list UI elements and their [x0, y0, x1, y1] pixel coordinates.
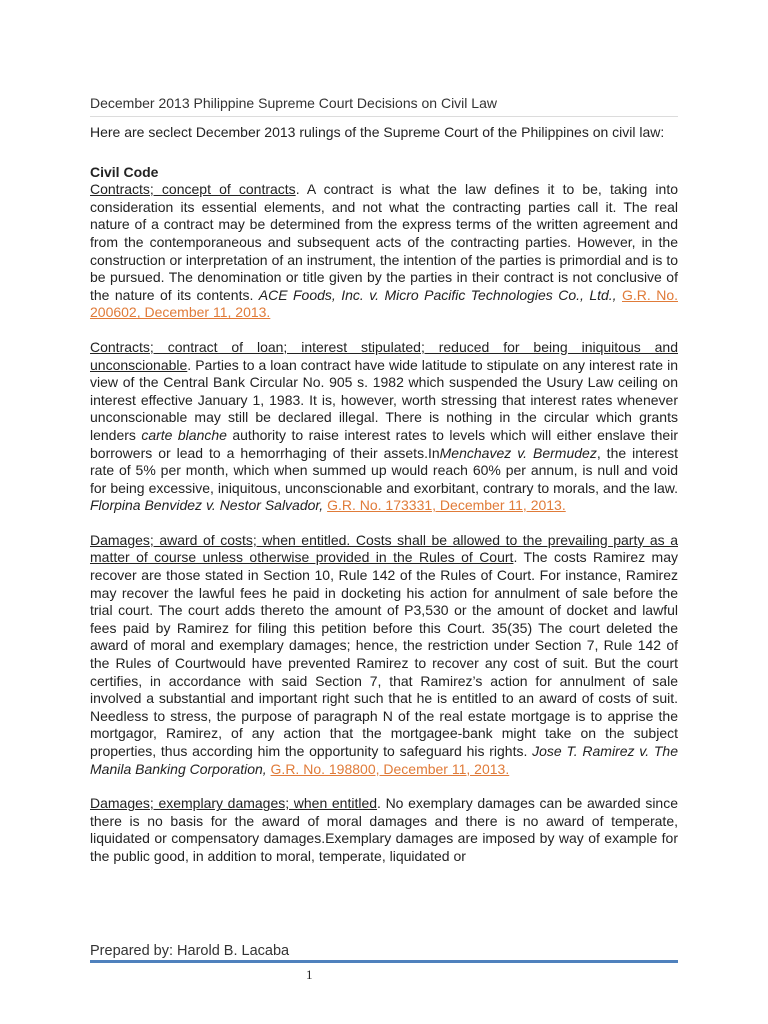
- italic-term: carte blanche: [141, 426, 227, 443]
- topic-heading: Damages; award of costs; when entitled. Costs shall be allowed to the prevailing party as a matter of course unless otherwise provided in the Rules of Court: [90, 531, 678, 566]
- ruling-text: . Parties to a loan contract have wide latitude to stipulate on any interest rate in view of the Central Bank Circular No. 905 s. 1982 which suspended the Usury Law ceiling on interest effective January 1, 1983. It is, however, worth stressing that interest rates whenever unconscionable may still be declared illegal. There is nothing in the circular which grants lenders: [90, 356, 678, 443]
- section-heading: Civil Code: [90, 163, 159, 180]
- case-link[interactable]: G.R. No. 198800, December 11, 2013.: [270, 760, 510, 777]
- ruling-paragraph: [90, 532, 678, 778]
- case-title: Jose T. Ramirez v. The Manila Banking Corporation,: [90, 743, 678, 777]
- ruling-text: . The costs Ramirez may recover are those stated in Section 10, Rule 142 of the Rules of Court. For instance, Ramirez may recover the lawful fees he paid in docketing his action for annulment of sale before the trial court. The court adds thereto the amount of P3,530 or the amount of docket and lawful fees paid by Ramirez for filing this petition before this Court. 35(35) The court deleted the award of moral and exemplary damages; hence, the restriction under Section 7, Rule 142 of the Rules of Courtwould have prevented Ramirez to recover any cost of suit. But the court certifies, in accordance with said Section 7, that Ramirez’s action for annulment of sale involved a substantial and important right such that he is entitled to an award of costs of suit. Needless to stress, the purpose of paragraph N of the real estate mortgage is to apprise the mortgagor, Ramirez, of any action that the mortgagee-bank might take on the subject properties, thus according him the opportunity to safeguard his rights.: [90, 549, 679, 759]
- ruling-text: authority to raise interest rates to levels which will either enslave their borrowers or lead to a hemorrhaging of their assets.In: [90, 426, 678, 461]
- case-title: Florpina Benvidez v. Nestor Salvador,: [90, 497, 324, 514]
- topic-heading: Damages; exemplary damages; when entitled: [90, 795, 378, 812]
- prepared-by-footer: Prepared by: Harold B. Lacaba: [90, 943, 290, 959]
- ruling-text: . No exemplary damages can be awarded since there is no basis for the award of moral damages and there is no award of temperate, liquidated or compensatory damages.Exemplary damages are imposed by way of example for the public good, in addition to moral, temperate, liquidated or: [90, 795, 679, 864]
- ruling-paragraph: [90, 181, 678, 322]
- document-body: [90, 124, 678, 883]
- ruling-paragraph: [90, 795, 678, 865]
- italic-case-ref: Menchavez v. Bermudez: [439, 444, 597, 461]
- topic-heading: Contracts; concept of contracts: [90, 181, 296, 198]
- footer-divider: [90, 960, 678, 963]
- intro-text: Here are seclect December 2013 rulings of the Supreme Court of the Philippines on civil law:: [90, 124, 665, 140]
- case-link[interactable]: G.R. No. 200602, December 11, 2013.: [90, 286, 678, 321]
- ruling-text: , the interest rate of 5% per month, which when summed up would reach 60% per annum, is null and void for being excessive, iniquitous, unconscionable and exorbitant, contrary to morals, and the law.: [90, 444, 679, 496]
- case-title: ACE Foods, Inc. v. Micro Pacific Technologies Co., Ltd.,: [258, 286, 617, 303]
- ruling-text: . A contract is what the law defines it to be, taking into consideration its essential elements, and not what the contracting parties call it. The real nature of a contract may be determined from the express terms of the written agreement and from the contemporaneous and subsequent acts of the contracting parties. However, in the construction or interpretation of an instrument, the intention of the parties is primordial and is to be pursued. The denomination or title given by the parties in their contract is not conclusive of the nature of its contents.: [90, 181, 678, 303]
- topic-heading: Contracts; contract of loan; interest stipulated; reduced for being iniquitous and unconscionable: [90, 338, 678, 373]
- case-link[interactable]: G.R. No. 173331, December 11, 2013.: [327, 497, 566, 514]
- page-number: 1: [306, 967, 313, 982]
- ruling-paragraph: [90, 339, 678, 515]
- document-title: December 2013 Philippine Supreme Court Decisions on Civil Law: [90, 94, 678, 117]
